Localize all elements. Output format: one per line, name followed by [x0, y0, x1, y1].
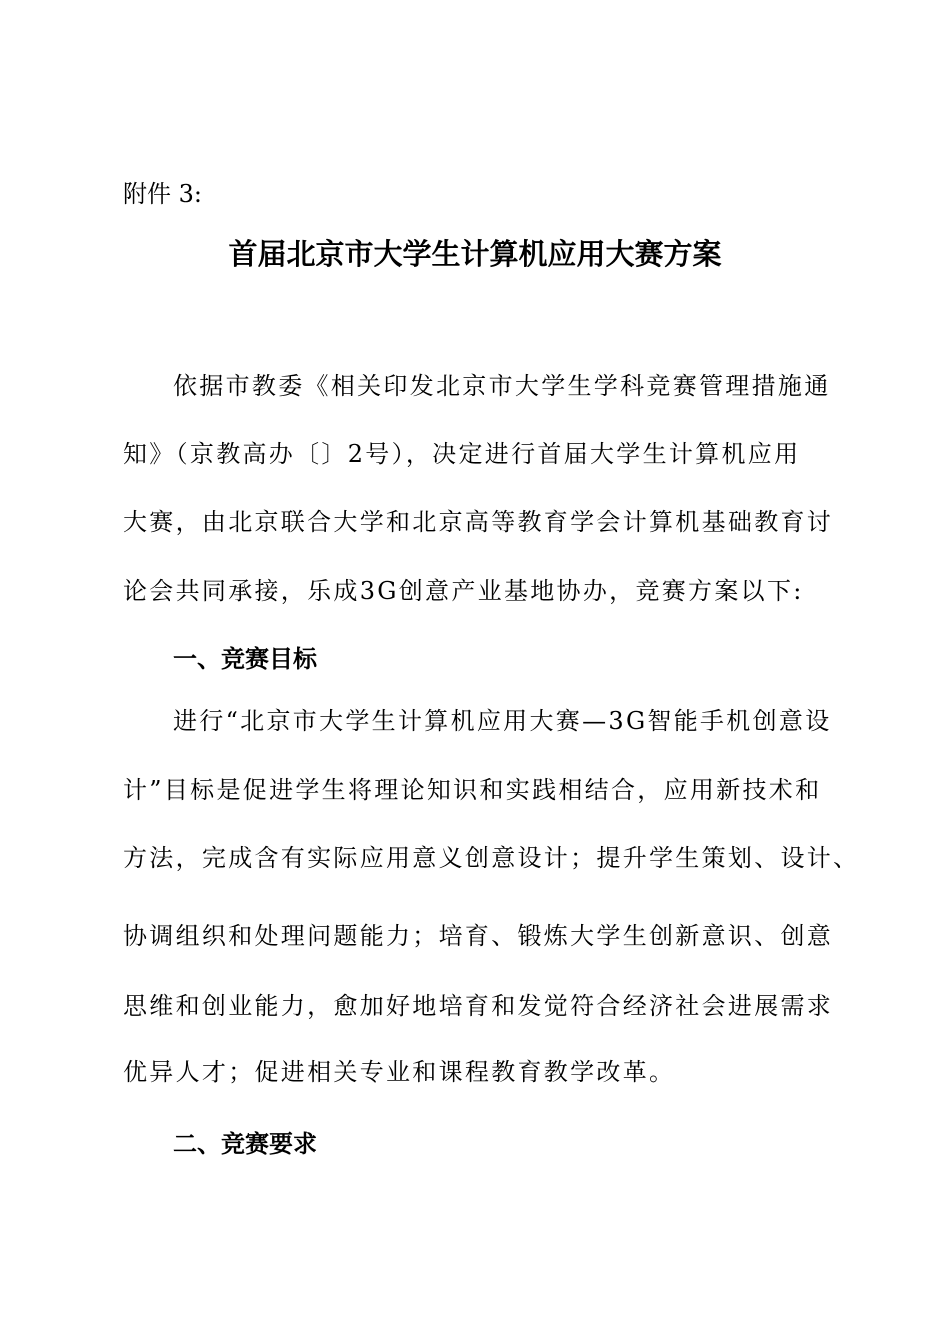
- document-title: 首届北京市大学生计算机应用大赛方案: [228, 237, 722, 271]
- section-line: 方法，完成含有实际应用意义创意设计；提升学生策划、设计、: [123, 844, 860, 872]
- section-heading-goal: 一、竞赛目标: [173, 645, 317, 673]
- intro-line: 大赛，由北京联合大学和北京高等教育学会计算机基础教育讨: [123, 508, 834, 536]
- section-line: 思维和创业能力，愈加好地培育和发觉符合经济社会进展需求: [123, 992, 834, 1020]
- section-line: 优异人才；促进相关专业和课程教育教学改革。: [123, 1058, 676, 1086]
- section-heading-requirements: 二、竞赛要求: [173, 1130, 317, 1158]
- attachment-label: 附件 3:: [123, 180, 202, 208]
- intro-line: 论会共同承接，乐成3G创意产业基地协办，竞赛方案以下:: [123, 577, 804, 605]
- section-line: 进行“北京市大学生计算机应用大赛—3G智能手机创意设: [173, 707, 832, 735]
- section-line: 协调组织和处理问题能力；培育、锻炼大学生创新意识、创意: [123, 922, 834, 950]
- intro-line: 依据市教委《相关印发北京市大学生学科竞赛管理措施通: [173, 372, 831, 400]
- intro-line: 知》（京教高办〔〕2号），决定进行首届大学生计算机应用: [123, 440, 801, 468]
- section-line: 计”目标是促进学生将理论知识和实践相结合，应用新技术和: [123, 776, 822, 804]
